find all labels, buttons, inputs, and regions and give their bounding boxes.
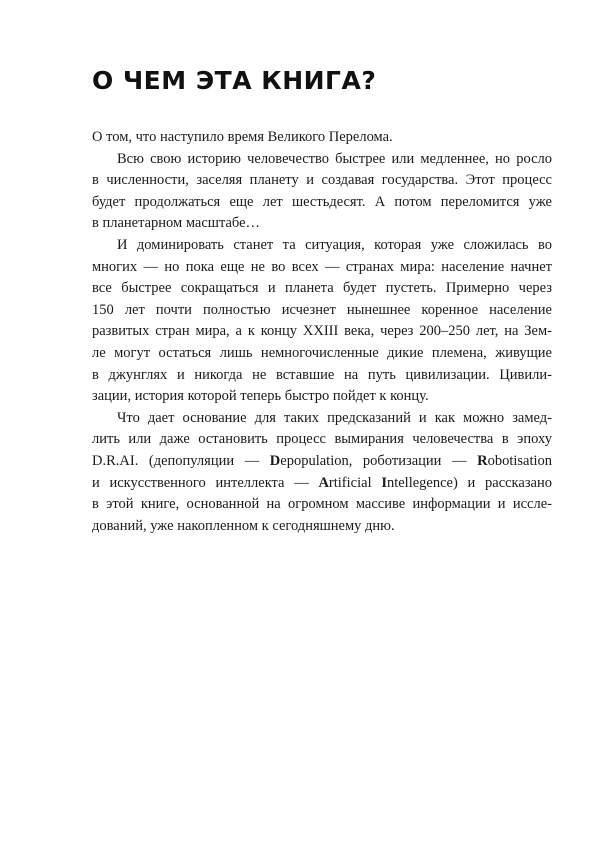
- depopulation-initial: D: [269, 452, 281, 469]
- line3-text-a: D.R.AI. (депопуляции —: [92, 452, 270, 469]
- paragraph-1-line-1: О том, что наступило время Великого Перелома.: [92, 129, 393, 145]
- intellegence-initial: I: [381, 474, 387, 491]
- line3-text-b: epopulation, роботизации —: [280, 452, 478, 469]
- paragraph-2-line-2: в численности, заселяя планету и создавая государства. Этот процесс: [92, 172, 552, 189]
- paragraph-3-line-2: многих — но пока еще не во всех — странах мира: население начнет: [92, 258, 552, 275]
- artificial-initial: A: [318, 474, 329, 491]
- paragraph-2-line-1: Всю свою историю человечество быстрее или медленнее, но росло: [117, 150, 552, 167]
- paragraph-3-line-3: все быстрее сокращаться и планета будет пустеть. Примерно через: [92, 280, 552, 297]
- robotisation-initial: R: [477, 452, 488, 469]
- paragraph-3-line-4: 150 лет почти полностью исчезнет нынешнее коренное население: [92, 301, 552, 318]
- line4-text-b: rtificial: [328, 474, 382, 491]
- line3-text-c: obotisation: [487, 452, 553, 469]
- paragraph-2-line-3: будет продолжаться еще лет шестьдесят. А потом переломится уже: [92, 193, 552, 210]
- paragraph-4-line-2: лить или даже остановить процесс вымирания человечества в эпоху: [92, 431, 552, 448]
- paragraph-3-line-1: И доминировать станет та ситуация, которая уже сложилась во: [117, 236, 552, 253]
- page-title: О ЧЕМ ЭТА КНИГА?: [92, 66, 377, 95]
- paragraph-3-line-5: развитых стран мира, а к концу XXIII века, через 200–250 лет, на Зем-: [92, 323, 552, 340]
- body-text: [92, 127, 552, 537]
- paragraph-4-line-6: дований, уже накопленном к сегодняшнему дню.: [92, 517, 395, 534]
- paragraph-4-line-4: [92, 473, 552, 495]
- line4-text-a: и искусственного интеллекта —: [92, 474, 319, 491]
- paragraph-4-line-3: [92, 451, 552, 473]
- line4-text-c: ntellegence) и рассказано: [386, 474, 552, 491]
- paragraph-4-line-1: Что дает основание для таких предсказаний и как можно замед-: [117, 409, 552, 426]
- paragraph-3-line-7: в джунглях и никогда не вставшие на путь цивилизации. Цивили-: [92, 366, 552, 383]
- paragraph-3-line-8: зации, история которой теперь быстро пойдет к концу.: [92, 388, 429, 405]
- paragraph-4-line-5: в этой книге, основанной на огромном массиве информации и иссле-: [92, 496, 552, 513]
- paragraph-2-line-4: в планетарном масштабе…: [92, 215, 261, 232]
- paragraph-3-line-6: ле могут остаться лишь немногочисленные дикие племена, живущие: [92, 344, 552, 361]
